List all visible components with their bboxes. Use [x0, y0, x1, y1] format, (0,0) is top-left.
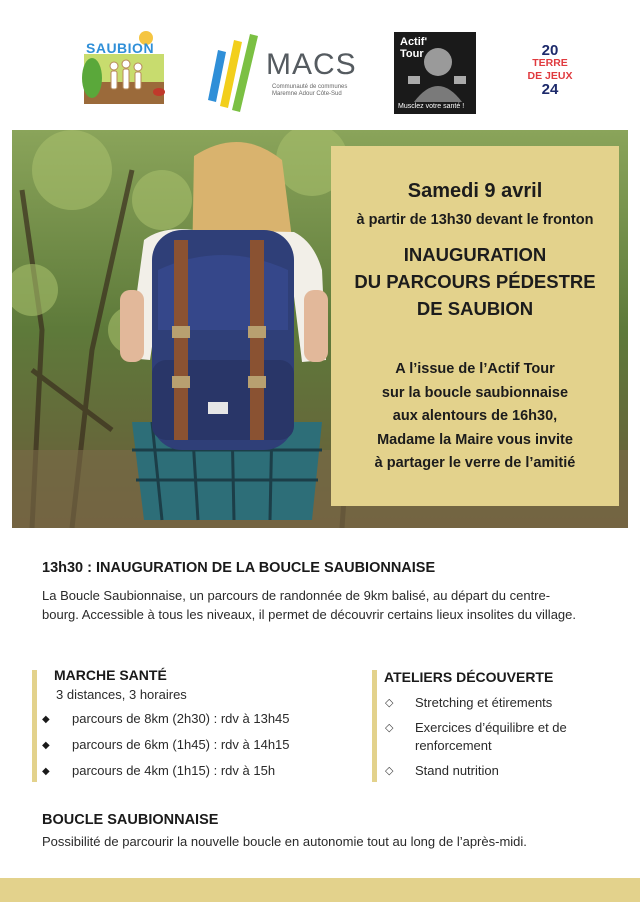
event-info-box — [331, 146, 619, 506]
diamond-bullet-icon: ◆ — [42, 714, 50, 725]
macs-subtitle-line: Maremne Adour Côte-Sud — [272, 91, 342, 97]
event-title-line: INAUGURATION — [403, 244, 547, 265]
macs-logo — [200, 30, 370, 112]
event-time: à partir de 13h30 devant le fronton — [356, 212, 594, 228]
logo-bar — [0, 0, 640, 125]
actif-tour-title — [400, 36, 427, 60]
marche-item: parcours de 4km (1h15) : rdv à 15h — [72, 763, 276, 778]
diamond-bullet-icon: ◆ — [42, 740, 50, 751]
macs-logo-stripes — [200, 30, 264, 112]
open-diamond-bullet-icon: ◇ — [385, 722, 394, 734]
boucle-title: BOUCLE SAUBIONNAISE — [42, 812, 219, 828]
actif-tour-logo — [394, 32, 476, 114]
marche-sante-title: MARCHE SANTÉ — [54, 667, 167, 683]
marche-sante-subtitle: 3 distances, 3 horaires — [56, 687, 187, 702]
invitation-line: sur la boucle saubionnaise — [381, 384, 569, 401]
inauguration-description — [42, 586, 622, 624]
description-line: bourg. Accessible à tous les niveaux, il permet de découvrir certains lieux insolites du village. — [42, 607, 576, 622]
atelier-item-line: renforcement — [415, 738, 492, 753]
boucle-text: Possibilité de parcourir la nouvelle boucle en autonomie tout au long de l’après-midi. — [42, 834, 527, 849]
terre-line: DE JEUX — [527, 70, 573, 82]
macs-logo-text: MACS — [266, 48, 357, 81]
terre-line: 20 — [541, 42, 559, 59]
macs-logo-subtitle — [272, 84, 347, 98]
event-invitation — [331, 358, 619, 476]
terre-de-jeux-logo — [520, 44, 580, 102]
description-line: La Boucle Saubionnaise, un parcours de randonnée de 9km balisé, au départ du centre- — [42, 588, 551, 603]
invitation-line: à partager le verre de l’amitié — [374, 455, 576, 471]
event-title-line: DU PARCOURS PÉDESTRE — [354, 271, 596, 292]
ateliers-title: ATELIERS DÉCOUVERTE — [384, 669, 554, 685]
actif-tour-caption: Musclez votre santé ! — [398, 103, 465, 110]
footer-band — [0, 878, 640, 902]
terre-line: 24 — [541, 81, 559, 98]
event-title — [331, 241, 619, 322]
diamond-bullet-icon: ◆ — [42, 766, 50, 777]
actif-title-line: Actif' — [400, 36, 428, 48]
atelier-item: Stand nutrition — [415, 763, 499, 778]
invitation-line: A l’issue de l’Actif Tour — [395, 361, 555, 377]
invitation-line: aux alentours de 16h30, — [392, 408, 558, 424]
terre-line: TERRE — [532, 57, 568, 69]
saubion-logo-text: SAUBION — [86, 40, 155, 56]
atelier-item-line: Exercices d’équilibre et de — [415, 720, 567, 735]
saubion-logo — [80, 30, 168, 106]
marche-item: parcours de 6km (1h45) : rdv à 14h15 — [72, 737, 290, 752]
actif-title-line: Tour — [400, 48, 424, 60]
marche-accent-bar — [32, 670, 37, 782]
marche-item: parcours de 8km (2h30) : rdv à 13h45 — [72, 711, 290, 726]
ateliers-accent-bar — [372, 670, 377, 782]
event-date: Samedi 9 avril — [407, 180, 543, 202]
invitation-line: Madame la Maire vous invite — [377, 431, 573, 448]
macs-subtitle-line: Communauté de communes — [272, 84, 348, 90]
atelier-item: Stretching et étirements — [415, 695, 553, 710]
atelier-item — [415, 719, 567, 755]
open-diamond-bullet-icon: ◇ — [385, 765, 394, 777]
event-title-line: DE SAUBION — [416, 298, 534, 319]
terre-de-jeux-text — [520, 44, 580, 96]
open-diamond-bullet-icon: ◇ — [385, 697, 394, 709]
inauguration-title: 13h30 : INAUGURATION DE LA BOUCLE SAUBIONNAISE — [42, 560, 436, 576]
hero-section — [12, 130, 628, 528]
